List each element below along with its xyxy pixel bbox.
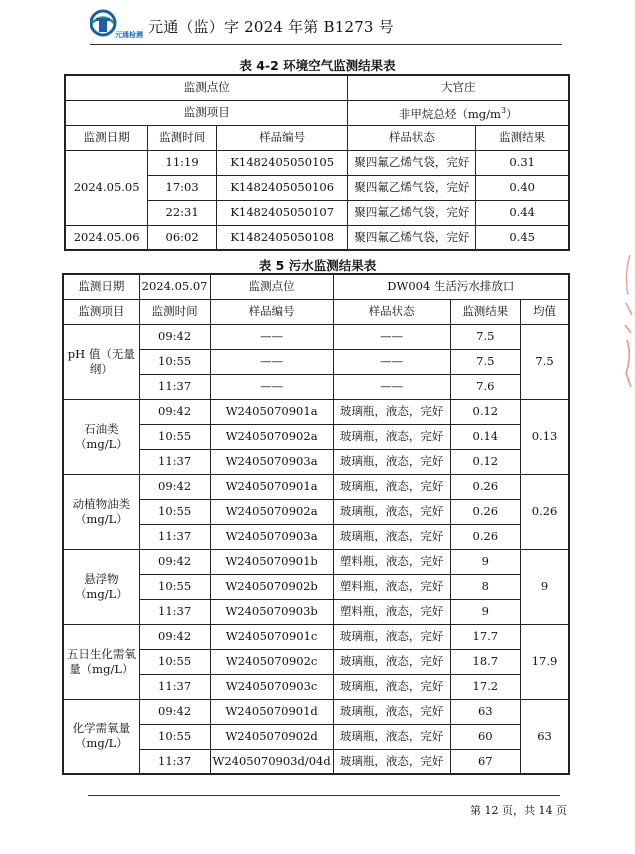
table-row <box>63 649 569 674</box>
wastewater-monitoring-table <box>62 273 570 775</box>
column-header: 监测时间 <box>148 125 217 150</box>
point-label: 监测点位 <box>65 75 348 100</box>
sample-id-cell: W2405070902a <box>210 424 333 449</box>
header-divider <box>90 44 562 45</box>
sample-state-cell: —— <box>333 349 450 374</box>
sample-id-cell: W2405070901c <box>210 624 333 649</box>
result-cell: 7.6 <box>450 374 521 399</box>
sample-state-cell: 玻璃瓶，液态，完好 <box>333 624 450 649</box>
table-row <box>63 274 569 299</box>
sample-state-cell: 聚四氟乙烯气袋，完好 <box>348 175 476 200</box>
footer-divider <box>88 795 560 796</box>
column-header: 监测日期 <box>65 125 148 150</box>
time-cell: 11:37 <box>139 449 210 474</box>
sample-id-cell: W2405070901a <box>210 474 333 499</box>
table2-caption: 表 5 污水监测结果表 <box>258 258 377 273</box>
sample-id-cell: W2405070903b <box>210 599 333 624</box>
time-cell: 09:42 <box>139 549 210 574</box>
date-cell: 2024.05.06 <box>65 225 148 250</box>
sample-state-cell: —— <box>333 324 450 349</box>
result-cell: 0.26 <box>450 499 521 524</box>
sample-id-cell: W2405070902a <box>210 499 333 524</box>
table-row <box>63 374 569 399</box>
table-row <box>63 724 569 749</box>
table-row <box>63 349 569 374</box>
sample-state-cell: 玻璃瓶，液态，完好 <box>333 524 450 549</box>
time-cell: 06:02 <box>148 225 217 250</box>
result-cell: 63 <box>450 699 521 724</box>
time-cell: 11:37 <box>139 524 210 549</box>
table-row <box>63 624 569 649</box>
time-cell: 09:42 <box>139 699 210 724</box>
result-cell: 0.12 <box>450 399 521 424</box>
time-cell: 22:31 <box>148 200 217 225</box>
sample-state-cell: 玻璃瓶，液态，完好 <box>333 499 450 524</box>
result-cell: 0.45 <box>476 225 569 250</box>
time-cell: 17:03 <box>148 175 217 200</box>
sample-id-cell: K1482405050106 <box>216 175 348 200</box>
item-cell: 动植物油类（mg/L） <box>63 474 139 549</box>
sample-id-cell: W2405070902d <box>210 724 333 749</box>
sample-state-cell: 玻璃瓶，液态，完好 <box>333 399 450 424</box>
table-row <box>63 399 569 424</box>
time-cell: 10:55 <box>139 349 210 374</box>
table-row <box>63 749 569 774</box>
time-cell: 11:37 <box>139 674 210 699</box>
sample-state-cell: 玻璃瓶，液态，完好 <box>333 724 450 749</box>
sample-id-cell: K1482405050108 <box>216 225 348 250</box>
time-cell: 11:19 <box>148 150 217 175</box>
result-cell: 0.40 <box>476 175 569 200</box>
time-cell: 10:55 <box>139 649 210 674</box>
result-cell: 8 <box>450 574 521 599</box>
column-header: 样品编号 <box>216 125 348 150</box>
result-cell: 17.7 <box>450 624 521 649</box>
table-row <box>63 424 569 449</box>
table-row <box>65 75 569 100</box>
sample-id-cell: W2405070901b <box>210 549 333 574</box>
table-row <box>63 574 569 599</box>
table-row <box>63 599 569 624</box>
average-cell: 0.13 <box>521 399 569 474</box>
sample-state-cell: 玻璃瓶，液态，完好 <box>333 699 450 724</box>
result-cell: 7.5 <box>450 324 521 349</box>
point-value: 大官庄 <box>348 75 569 100</box>
column-header: 监测项目 <box>63 299 139 324</box>
time-cell: 11:37 <box>139 749 210 774</box>
result-cell: 0.26 <box>450 474 521 499</box>
table-row <box>63 474 569 499</box>
sample-state-cell: 玻璃瓶，液态，完好 <box>333 649 450 674</box>
column-header: 监测结果 <box>476 125 569 150</box>
time-cell: 10:55 <box>139 424 210 449</box>
table-row <box>65 150 569 175</box>
time-cell: 09:42 <box>139 624 210 649</box>
sample-id-cell: W2405070901d <box>210 699 333 724</box>
page-header <box>90 6 560 46</box>
time-cell: 09:42 <box>139 324 210 349</box>
column-header: 监测结果 <box>450 299 521 324</box>
time-cell: 11:37 <box>139 599 210 624</box>
sample-id-cell: —— <box>210 349 333 374</box>
sample-state-cell: 塑料瓶，液态，完好 <box>333 549 450 574</box>
time-cell: 09:42 <box>139 474 210 499</box>
date-value: 2024.05.07 <box>139 274 210 299</box>
table-row <box>65 225 569 250</box>
sample-state-cell: 聚四氟乙烯气袋，完好 <box>348 150 476 175</box>
average-cell: 63 <box>521 699 569 774</box>
table-header-row <box>65 125 569 150</box>
column-header: 均值 <box>521 299 569 324</box>
stamp-edge-icon <box>622 255 634 395</box>
item-cell: 石油类（mg/L） <box>63 399 139 474</box>
sample-id-cell: W2405070903a <box>210 449 333 474</box>
sample-state-cell: 塑料瓶，液态，完好 <box>333 574 450 599</box>
table1-caption: 表 4-2 环境空气监测结果表 <box>239 58 396 73</box>
table-row <box>63 699 569 724</box>
sample-state-cell: —— <box>333 374 450 399</box>
sample-id-cell: K1482405050107 <box>216 200 348 225</box>
time-cell: 10:55 <box>139 499 210 524</box>
item-label: 监测项目 <box>65 100 348 125</box>
document-number: 元通（监）字 2024 年第 B1273 号 <box>148 18 394 36</box>
result-cell: 0.12 <box>450 449 521 474</box>
point-label: 监测点位 <box>210 274 333 299</box>
sample-id-cell: W2405070903c <box>210 674 333 699</box>
seal-stamp-fragment <box>623 255 635 395</box>
result-cell: 9 <box>450 599 521 624</box>
table-row <box>63 324 569 349</box>
item-cell: pH 值（无量纲） <box>63 324 139 399</box>
result-cell: 0.31 <box>476 150 569 175</box>
date-cell: 2024.05.05 <box>65 150 148 225</box>
column-header: 样品编号 <box>210 299 333 324</box>
sample-id-cell: W2405070902c <box>210 649 333 674</box>
table-row <box>63 549 569 574</box>
result-cell: 9 <box>450 549 521 574</box>
table-row <box>63 524 569 549</box>
column-header: 监测时间 <box>139 299 210 324</box>
sample-id-cell: W2405070903d/04d <box>210 749 333 774</box>
result-cell: 67 <box>450 749 521 774</box>
item-cell: 悬浮物（mg/L） <box>63 549 139 624</box>
sample-state-cell: 玻璃瓶，液态，完好 <box>333 424 450 449</box>
average-cell: 17.9 <box>521 624 569 699</box>
table-header-row <box>63 299 569 324</box>
air-monitoring-table <box>64 74 570 251</box>
table-row <box>65 100 569 125</box>
table-row <box>63 449 569 474</box>
average-cell: 0.26 <box>521 474 569 549</box>
result-cell: 0.44 <box>476 200 569 225</box>
time-cell: 11:37 <box>139 374 210 399</box>
sample-state-cell: 玻璃瓶，液态，完好 <box>333 474 450 499</box>
table-row <box>63 674 569 699</box>
sample-state-cell: 聚四氟乙烯气袋，完好 <box>348 225 476 250</box>
item-value: 非甲烷总烃$(mg/m^3)$ <box>348 100 569 125</box>
point-value: DW004 生活污水排放口 <box>333 274 569 299</box>
company-logo <box>90 6 150 42</box>
item-cell: 化学需氧量（mg/L） <box>63 699 139 774</box>
wastewater-table-body <box>63 324 569 774</box>
sample-state-cell: 聚四氟乙烯气袋，完好 <box>348 200 476 225</box>
sample-state-cell: 塑料瓶，液态，完好 <box>333 599 450 624</box>
sample-id-cell: W2405070901a <box>210 399 333 424</box>
table-row <box>63 499 569 524</box>
result-cell: 17.2 <box>450 674 521 699</box>
time-cell: 10:55 <box>139 724 210 749</box>
average-cell: 9 <box>521 549 569 624</box>
sample-id-cell: —— <box>210 324 333 349</box>
date-label: 监测日期 <box>63 274 139 299</box>
sample-id-cell: W2405070902b <box>210 574 333 599</box>
sample-id-cell: —— <box>210 374 333 399</box>
result-cell: 7.5 <box>450 349 521 374</box>
average-cell: 7.5 <box>521 324 569 399</box>
sample-id-cell: K1482405050105 <box>216 150 348 175</box>
column-header: 样品状态 <box>348 125 476 150</box>
sample-state-cell: 玻璃瓶，液态，完好 <box>333 674 450 699</box>
result-cell: 0.26 <box>450 524 521 549</box>
column-header: 样品状态 <box>333 299 450 324</box>
time-cell: 09:42 <box>139 399 210 424</box>
result-cell: 0.14 <box>450 424 521 449</box>
result-cell: 60 <box>450 724 521 749</box>
item-cell: 五日生化需氧量（mg/L） <box>63 624 139 699</box>
time-cell: 10:55 <box>139 574 210 599</box>
result-cell: 18.7 <box>450 649 521 674</box>
logo-text: 元通检测 <box>115 31 143 39</box>
sample-state-cell: 玻璃瓶，液态，完好 <box>333 449 450 474</box>
page-number: 第 12 页，共 14 页 <box>470 804 567 817</box>
sample-state-cell: 玻璃瓶，液态，完好 <box>333 749 450 774</box>
sample-id-cell: W2405070903a <box>210 524 333 549</box>
